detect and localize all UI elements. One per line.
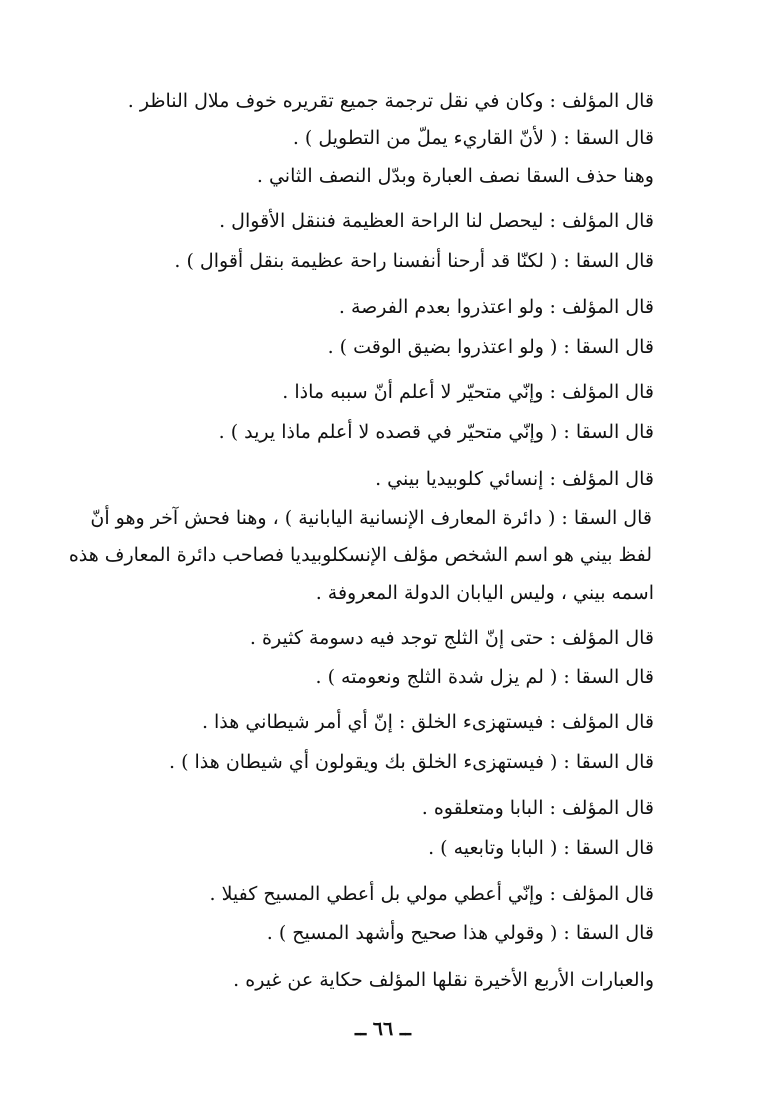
text-line: قال السقا : ( فيستهزىء الخلق بك ويقولون أي شيطان هذا ) .	[168, 751, 654, 773]
text-line: قال السقا : ( لأنّ القاريء يملّ من التطويل ) .	[292, 127, 654, 149]
text-line: قال السقا : ( ولو اعتذروا بضيق الوقت ) .	[327, 336, 654, 358]
text-line: قال السقا : ( دائرة المعارف الإنسانية اليابانية ) ، وهنا فحش آخر وهو أنّ	[90, 507, 652, 529]
text-line: قال المؤلف : فيستهزىء الخلق : إنّ أي أمر شيطاني هذا .	[201, 711, 654, 733]
text-line: قال المؤلف : ولو اعتذروا بعدم الفرصة .	[338, 296, 654, 318]
text-line: لفظ بيني هو اسم الشخص مؤلف الإنسكلوبيديا فصاحب دائرة المعارف هذه	[68, 544, 652, 566]
text-line: قال السقا : ( لم يزل شدة الثلج ونعومته ) .	[315, 666, 654, 688]
text-line: قال المؤلف : البابا ومتعلقوه .	[421, 797, 654, 819]
text-line: قال السقا : ( البابا وتابعيه ) .	[428, 837, 654, 859]
page-number: ــ ٦٦ ــ	[355, 1018, 411, 1040]
text-line: اسمه بيني ، وليس اليابان الدولة المعروفة .	[315, 582, 654, 604]
text-line: وهنا حذف السقا نصف العبارة وبدّل النصف الثاني .	[256, 165, 654, 187]
text-line: قال السقا : ( لكنّا قد أرحنا أنفسنا راحة عظيمة بنقل أقوال ) .	[174, 250, 654, 272]
text-line: قال المؤلف : وإنّي متحيّر لا أعلم أنّ سببه ماذا .	[282, 381, 654, 403]
text-line: قال المؤلف : إنسائي كلوبيديا بيني .	[375, 468, 654, 490]
text-line: قال السقا : ( وقولي هذا صحيح وأشهد المسيح ) .	[266, 922, 654, 944]
text-line: قال المؤلف : وإنّي أعطي مولي بل أعطي المسيح كفيلا .	[209, 883, 654, 905]
text-line: قال المؤلف : ليحصل لنا الراحة العظيمة فننقل الأقوال .	[219, 210, 654, 232]
text-line: والعبارات الأربع الأخيرة نقلها المؤلف حكاية عن غيره .	[233, 969, 654, 991]
text-line: قال السقا : ( وإنّي متحيّر في قصده لا أعلم ماذا يريد ) .	[218, 421, 654, 443]
text-line: قال المؤلف : وكان في نقل ترجمة جميع تقريره خوف ملال الناظر .	[127, 90, 654, 112]
text-line: قال المؤلف : حتى إنّ الثلج توجد فيه دسومة كثيرة .	[249, 627, 654, 649]
